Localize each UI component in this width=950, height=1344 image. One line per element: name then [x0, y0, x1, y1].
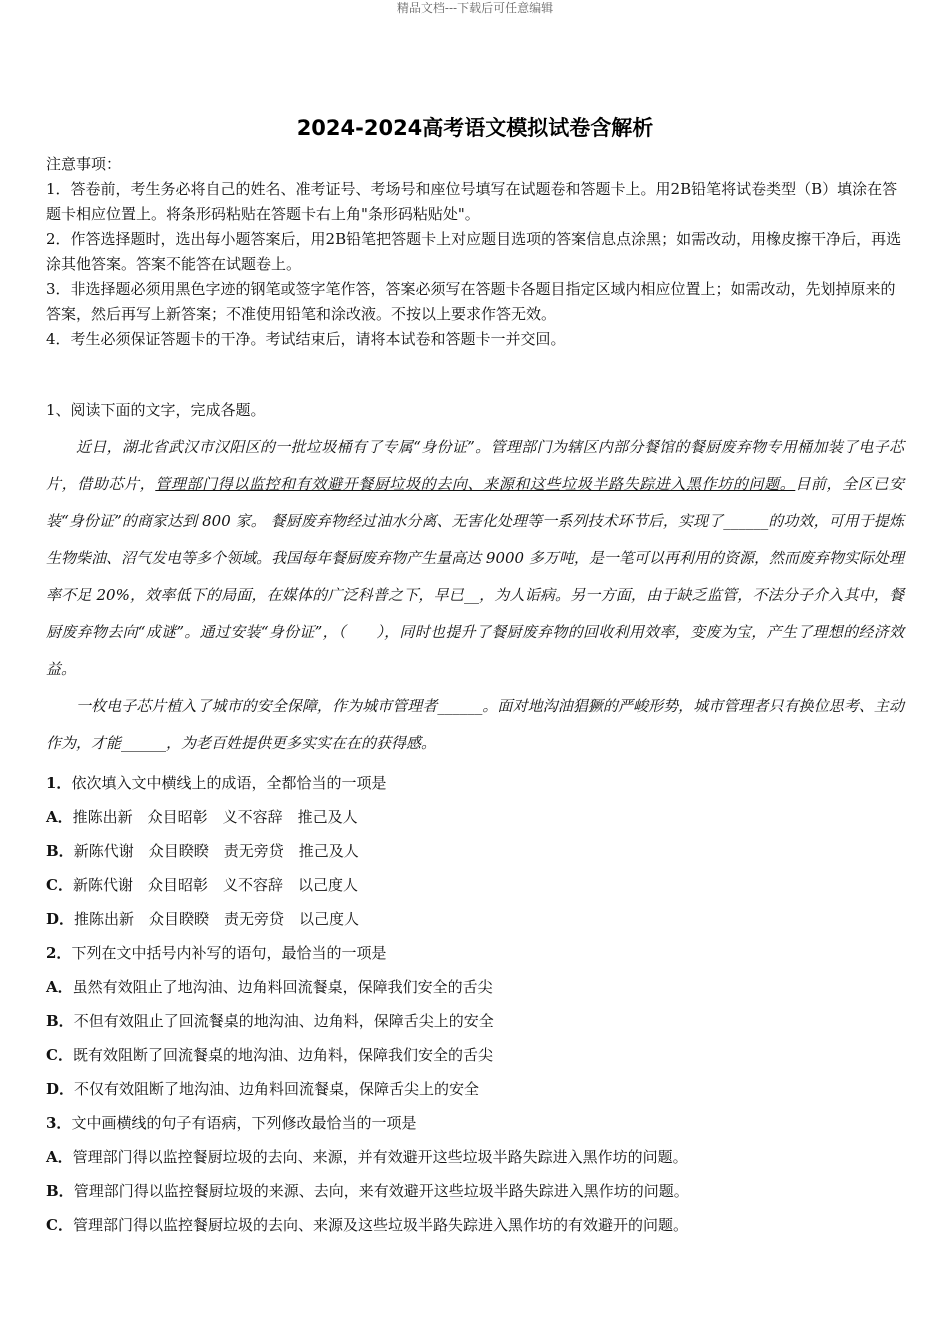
document-content: [46, 152, 904, 1242]
option-key: A．: [46, 978, 73, 996]
page-title: 2024-2024高考语文模拟试卷含解析: [296, 116, 654, 140]
note-number: 4．: [46, 330, 71, 348]
option-1a: [46, 800, 904, 834]
option-text: 不但有效阻止了回流餐桌的地沟油、边角料，保障舌尖上的安全: [73, 1012, 494, 1030]
note-item-3: [46, 277, 904, 327]
option-key: A．: [46, 808, 73, 826]
option-2a: [46, 970, 904, 1004]
option-text: 管理部门得以监控餐厨垃圾的去向、来源及这些垃圾半路失踪进入黑作坊的有效避开的问题。: [72, 1216, 688, 1234]
option-key: C．: [46, 1046, 73, 1064]
question-number: 1．: [46, 774, 72, 792]
option-key: C．: [46, 1216, 73, 1234]
note-text: 考生必须保证答题卡的干净。考试结束后，请将本试卷和答题卡一并交回。: [70, 330, 566, 348]
notes-heading: 注意事项：: [46, 155, 122, 173]
option-3a: [46, 1140, 904, 1174]
note-item-1: [46, 177, 904, 227]
option-text: 管理部门得以监控餐厨垃圾的去向、来源，并有效避开这些垃圾半路失踪进入黑作坊的问题。: [72, 1148, 688, 1166]
question-number: 3．: [46, 1114, 72, 1132]
option-text: 管理部门得以监控餐厨垃圾的来源、去向，来有效避开这些垃圾半路失踪进入黑作坊的问题。: [73, 1182, 689, 1200]
option-text: 虽然有效阻止了地沟油、边角料回流餐桌，保障我们安全的舌尖: [72, 978, 493, 996]
note-number: 1．: [46, 180, 71, 198]
option-text: 既有效阻断了回流餐桌的地沟油、边角料，保障我们安全的舌尖: [72, 1046, 493, 1064]
question-stem-2: [46, 936, 904, 970]
question-text: 下列在文中括号内补写的语句，最恰当的一项是: [71, 944, 387, 962]
option-key: B．: [46, 1012, 74, 1030]
note-item-4: [46, 327, 904, 352]
question-stem-3: [46, 1106, 904, 1140]
note-number: 3．: [46, 280, 71, 298]
question-text: 依次填入文中横线上的成语，全都恰当的一项是: [71, 774, 387, 792]
question-list: [46, 766, 904, 1242]
note-text: 答卷前，考生务必将自己的姓名、准考证号、考场号和座位号填写在试题卷和答题卡上。用2B铅笔将试卷类型（B）填涂在答题卡相应位置上。将条形码粘贴在答题卡右上角"条形码粘贴处"。: [46, 180, 898, 223]
option-key: B．: [46, 842, 74, 860]
option-key: D．: [46, 910, 75, 928]
passage-paragraph-1: [46, 429, 904, 688]
option-2c: [46, 1038, 904, 1072]
underlined-sentence: 管理部门得以监控和有效避开餐厨垃圾的去向、来源和这些垃圾半路失踪进入黑作坊的问题。: [155, 475, 796, 493]
option-1d: [46, 902, 904, 936]
note-item-2: [46, 227, 904, 277]
reading-passage: [46, 429, 904, 762]
note-number: 2．: [46, 230, 71, 248]
passage-text: 目前，全区已安装“身份证”的商家达到 800 家。 餐厨废弃物经过油水分离、无害化处理等一系列技术环节后，实现了______的功效，可用于提炼生物柴油、沼气发电等多个领域。我国每年餐厨废弃物产生量高达 9000 多万吨，是一笔可以再利用的资源，然而废弃物实际处理率不足 20%，效率低下的局面，在媒体的广泛科普之下，早已__，为人诟病。另一方面，由于缺乏监管，不法分子介入其中，餐厨废弃物去向“成谜”。通过安装“身份证”，（ ），同时也提升了餐厨废弃物的回收利用效率，变废为宝，产生了理想的经济效益。: [46, 475, 904, 678]
section-heading: 1、阅读下面的文字，完成各题。: [46, 401, 266, 419]
option-3c: [46, 1208, 904, 1242]
question-number: 2．: [46, 944, 72, 962]
question-text: 文中画横线的句子有语病，下列修改最恰当的一项是: [71, 1114, 417, 1132]
option-1b: [46, 834, 904, 868]
option-key: D．: [46, 1080, 75, 1098]
option-1c: [46, 868, 904, 902]
note-text: 作答选择题时，选出每小题答案后，用2B铅笔把答题卡上对应题目选项的答案信息点涂黑；如需改动，用橡皮擦干净后，再选涂其他答案。答案不能答在试题卷上。: [46, 230, 902, 273]
option-text: 新陈代谢 众目睽睽 责无旁贷 推己及人: [73, 842, 359, 860]
passage-paragraph-2: 一枚电子芯片植入了城市的安全保障，作为城市管理者______。面对地沟油猖獗的严峻形势，城市管理者只有换位思考、主动作为，才能______，为老百姓提供更多实实在在的获得感。: [46, 697, 904, 752]
option-text: 推陈出新 众目睽睽 责无旁贷 以己度人: [74, 910, 360, 928]
question-stem-1: [46, 766, 904, 800]
option-2d: [46, 1072, 904, 1106]
option-key: C．: [46, 876, 73, 894]
passage-text: 近日，湖北省武汉市汉阳区的一批垃圾桶有了专属“身份证”。管理部门为辖区内部分餐馆的餐厨废弃物专用桶加装了电子芯片，借助芯片，: [46, 438, 904, 493]
option-text: 推陈出新 众目昭彰 义不容辞 推己及人: [72, 808, 358, 826]
option-text: 新陈代谢 众目昭彰 义不容辞 以己度人: [72, 876, 358, 894]
option-text: 不仅有效阻断了地沟油、边角料回流餐桌，保障舌尖上的安全: [74, 1080, 480, 1098]
option-key: A．: [46, 1148, 73, 1166]
page-header: 精品文档---下载后可任意编辑: [396, 1, 554, 15]
option-2b: [46, 1004, 904, 1038]
note-text: 非选择题必须用黑色字迹的钢笔或签字笔作答，答案必须写在答题卡各题目指定区域内相应位置上；如需改动，先划掉原来的答案，然后再写上新答案；不准使用铅笔和涂改液。不按以上要求作答无效。: [46, 280, 896, 323]
option-3b: [46, 1174, 904, 1208]
option-key: B．: [46, 1182, 74, 1200]
